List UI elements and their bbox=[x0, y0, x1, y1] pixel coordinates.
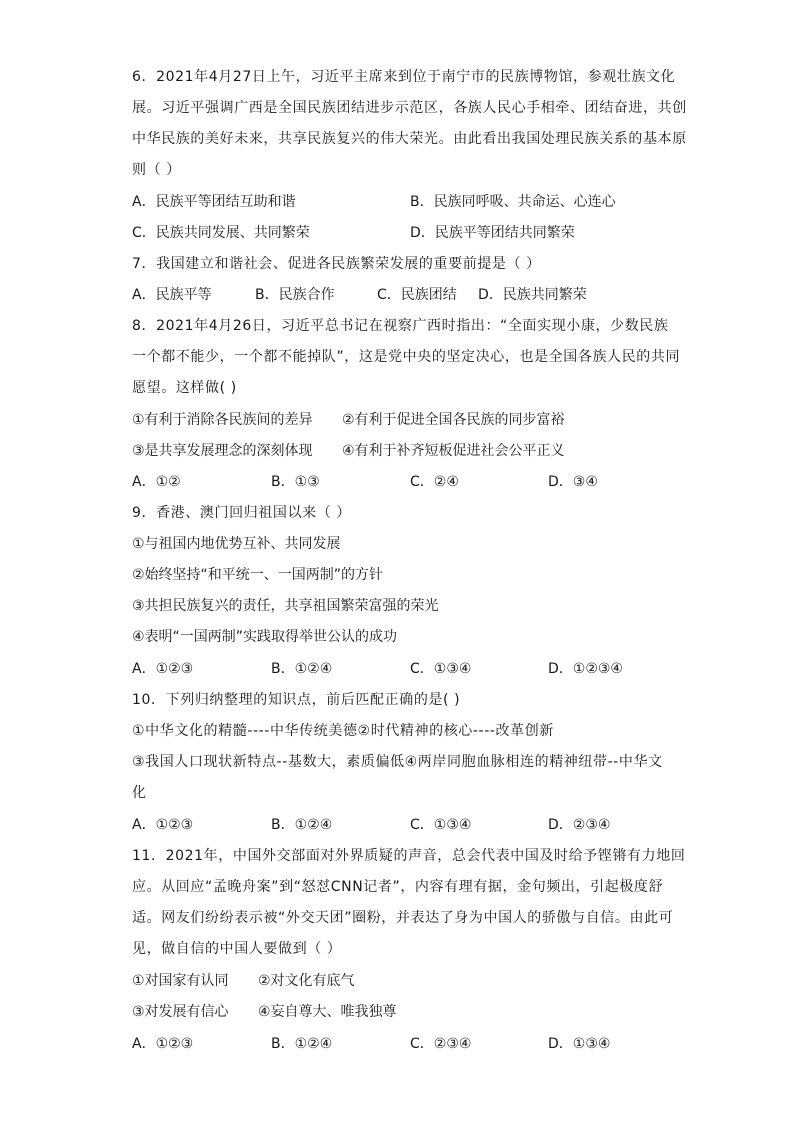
q6-line-2: 展。习近平强调广西是全国民族团结进步示范区，各族人民心手相牵、团结奋进，共创 bbox=[132, 100, 687, 116]
q11-option-d: D．①③④ bbox=[548, 1036, 611, 1052]
q9-statement-2: ②始终坚持“和平统一、一国两制”的方针 bbox=[132, 567, 384, 583]
q9-option-b: B．①②④ bbox=[271, 661, 333, 677]
q6-option-a: A．民族平等团结互助和谐 bbox=[132, 194, 296, 210]
q8-line-2: 一个都不能少，一个都不能掉队”，这是党中央的坚定决心，也是全国各族人民的共同 bbox=[132, 349, 681, 365]
q7-option-b: B．民族合作 bbox=[255, 287, 335, 303]
q8-statement-4: ④有利于补齐短板促进社会公平正义 bbox=[342, 443, 565, 459]
q10-option-a: A．①②③ bbox=[132, 817, 194, 833]
q7-option-d: D．民族共同繁荣 bbox=[478, 287, 587, 303]
q7-line-1: 7．我国建立和谐社会、促进各民族繁荣发展的重要前提是（ ） bbox=[132, 256, 541, 272]
q10-statement-line-1: ①中华文化的精髓----中华传统美德②时代精神的核心----改革创新 bbox=[132, 723, 554, 739]
q11-line-2: 应。从回应“孟晚舟案”到“怒怼CNN记者”，内容有理有据，金句频出，引起极度舒 bbox=[132, 879, 664, 895]
q6-line-3: 中华民族的美好未来，共享民族复兴的伟大荣光。由此看出我国处理民族关系的基本原 bbox=[132, 131, 687, 147]
q11-statement-3: ③对发展有信心 bbox=[132, 1004, 229, 1020]
q11-line-1: 11．2021年，中国外交部面对外界质疑的声音，总会代表中国及时给予铿锵有力地回 bbox=[132, 848, 686, 864]
q11-statement-2: ②对文化有底气 bbox=[258, 973, 355, 989]
q11-statement-4: ④妄自尊大、唯我独尊 bbox=[258, 1004, 397, 1020]
q8-statement-1: ①有利于消除各民族间的差异 bbox=[132, 412, 313, 428]
q8-option-a: A．①② bbox=[132, 474, 181, 490]
q8-line-1: 8．2021年4月26日，习近平总书记在视察广西时指出：“全面实现小康，少数民族 bbox=[132, 318, 669, 334]
q6-option-d: D．民族平等团结共同繁荣 bbox=[410, 225, 575, 241]
q7-option-a: A．民族平等 bbox=[132, 287, 212, 303]
q9-option-c: C．①③④ bbox=[410, 661, 472, 677]
q8-line-3: 愿望。这样做( ) bbox=[132, 380, 237, 396]
q10-statement-line-2: ③我国人口现状新特点--基数大，素质偏低④两岸同胞血脉相连的精神纽带--中华文 bbox=[132, 754, 663, 770]
q11-line-4: 见，做自信的中国人要做到（ ） bbox=[132, 941, 342, 957]
q9-line-1: 9．香港、澳门回归祖国以来（ ） bbox=[132, 505, 351, 521]
q10-option-c: C．①③④ bbox=[410, 817, 472, 833]
q11-option-c: C．②③④ bbox=[410, 1036, 472, 1052]
q11-option-b: B．①②④ bbox=[271, 1036, 333, 1052]
q8-option-c: C．②④ bbox=[410, 474, 459, 490]
q6-option-c: C．民族共同发展、共同繁荣 bbox=[132, 225, 310, 241]
q6-line-4: 则（ ） bbox=[132, 162, 181, 178]
q10-option-b: B．①②④ bbox=[271, 817, 333, 833]
q8-statement-2: ②有利于促进全国各民族的同步富裕 bbox=[342, 412, 565, 428]
q11-line-3: 适。网友们纷纷表示被“外交天团”圈粉，并表达了身为中国人的骄傲与自信。由此可 bbox=[132, 910, 674, 926]
q11-option-a: A．①②③ bbox=[132, 1036, 194, 1052]
q8-statement-3: ③是共享发展理念的深刻体现 bbox=[132, 443, 313, 459]
q8-option-d: D．③④ bbox=[548, 474, 598, 490]
q7-option-c: C．民族团结 bbox=[377, 287, 457, 303]
q8-option-b: B．①③ bbox=[271, 474, 320, 490]
q9-statement-1: ①与祖国内地优势互补、共同发展 bbox=[132, 536, 341, 552]
q6-line-1: 6．2021年4月27日上午，习近平主席来到位于南宁市的民族博物馆，参观壮族文化 bbox=[132, 69, 676, 85]
q9-option-d: D．①②③④ bbox=[548, 661, 623, 677]
q10-option-d: D．②③④ bbox=[548, 817, 611, 833]
q6-option-b: B．民族同呼吸、共命运、心连心 bbox=[410, 194, 616, 210]
q10-line-1: 10．下列归纳整理的知识点，前后匹配正确的是( ) bbox=[132, 692, 461, 708]
q11-statement-1: ①对国家有认同 bbox=[132, 973, 229, 989]
q9-statement-4: ④表明“一国两制”实践取得举世公认的成功 bbox=[132, 629, 398, 645]
q9-option-a: A．①②③ bbox=[132, 661, 194, 677]
q9-statement-3: ③共担民族复兴的责任，共享祖国繁荣富强的荣光 bbox=[132, 598, 439, 614]
q10-statement-line-3: 化 bbox=[132, 785, 147, 801]
